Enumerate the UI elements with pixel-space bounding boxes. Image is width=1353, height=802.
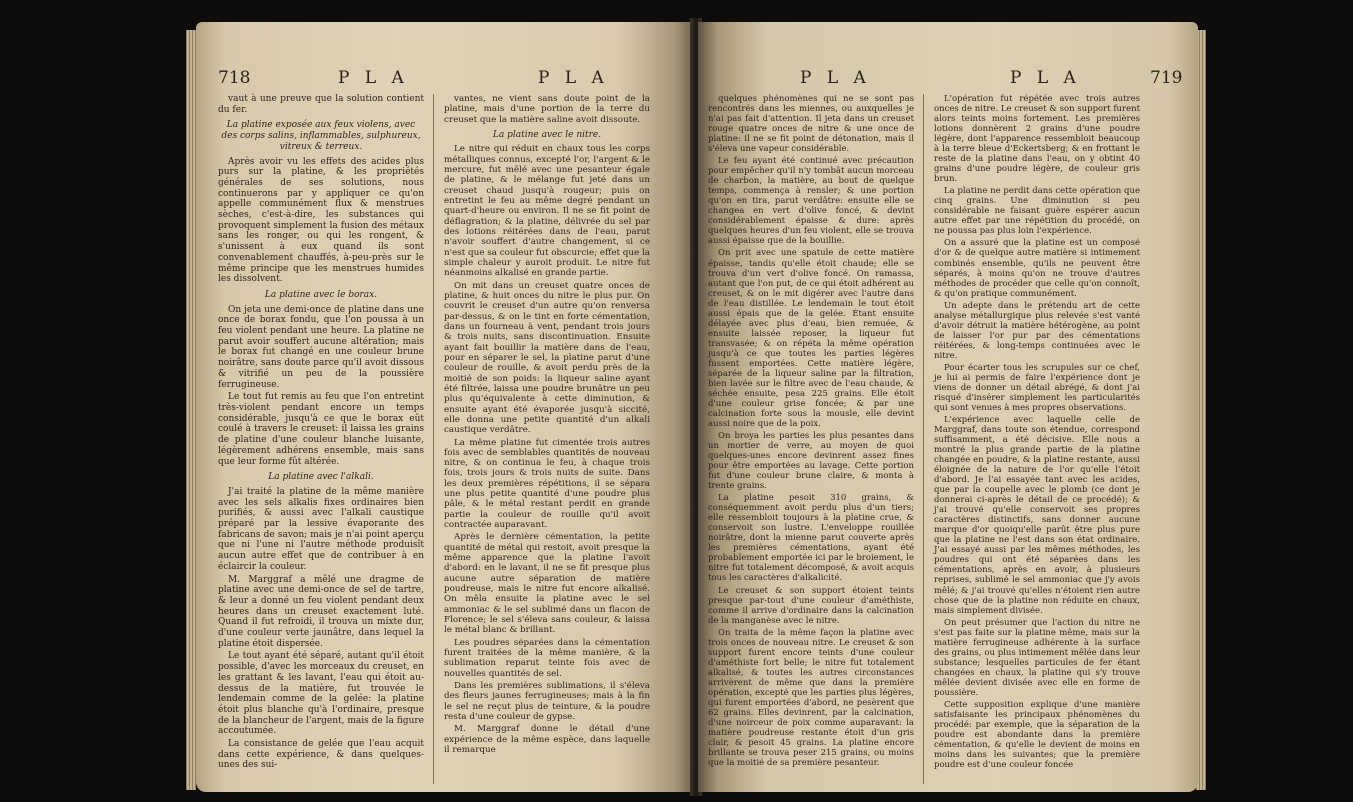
text-column-1 (218, 94, 424, 773)
column-rule (923, 94, 924, 784)
running-head: P L A (800, 68, 871, 88)
paragraph: Après avoir vu les effets des acides plus purs sur la platine, & les propriétés générales de ses solutions, nous continuerons par y appliquer ce qu'on appelle communément flux & menstrues sèches, c'est-à-dire, les substances qui provoquent simplement la fusion des métaux sans les ronger, ou qui les rongent, & s'unissent à eux quand ils sont convenablement chauffés, à-peu-près sur le même principe que les menstrues humides les dissolvent. (218, 156, 424, 285)
paragraph: Un adepte dans le prétendu art de cette analyse métallurgique plus relevée s'est vanté d'avoir détruit la matière hétérogène, au point de laisser l'or pur par des cémentations réitérées, & long-temps continuées avec le nitre. (934, 300, 1140, 361)
paragraph: La consistance de gelée que l'eau acquit dans cette expérience, & dans quelques-unes des sui- (218, 739, 424, 771)
running-head: P L A (1010, 68, 1081, 88)
column-rule (433, 94, 434, 784)
paragraph: La même platine fut cimentée trois autres fois avec de semblables quantités de nouveau nitre, & on continua le feu, à chaque trois fois, trois jours & trois nuits de suite. Dans les deux premières répétitions, il se sépara une plus petite quantité d'une poudre plus pâle, & le métal restant perdit en grande partie la couleur de rouille qu'il avoit contractée auparavant. (444, 437, 650, 531)
left-page (196, 22, 694, 792)
paragraph: M. Marggraf a mêlé une dragme de platine avec une demi-once de sel de tartre, & leur a donné un feu violent pendant deux heures dans un creuset exactement luté. Quand il fut refroidi, il trouva un mixte dur, d'une couleur verte jaunâtre, dans lequel la platine étoit dispersée. (218, 574, 424, 649)
text-column-4 (934, 94, 1140, 772)
paragraph: Dans les premières sublimations, il s'éleva des fleurs jaunes ferrugineuses; mais à la fin le sel ne reçut plus de teinture, & la poudre resta d'une couleur de gypse. (444, 681, 650, 723)
paragraph: Le creuset & son support étoient teints presque par-tout d'une couleur d'améthiste, comme il arrive d'ordinaire dans la calcination de la manganèse avec le nitre. (708, 585, 914, 626)
paragraph: Le nitre qui réduit en chaux tous les corps métalliques connus, excepté l'or, l'argent & le mercure, fut mêlé avec une pesanteur égale de platine, & le mélange fut jeté dans un creuset chaud jusqu'à rougeur; puis on entretint le feu au même degré pendant un quart-d'heure ou environ. Il ne se fit point de déflagration; & la platine, délivrée du sel par des lotions réitérées dans de l'eau, parut n'avoir souffert d'autre changement, si ce n'est que sa couleur fut obscurcie; effet que la simple chaleur y auroit produit. Le nitre fut néanmoins alkalisé en grande partie. (444, 144, 651, 279)
paragraph: On jeta une demi-once de platine dans une once de borax fondu, que l'on poussa à un feu violent pendant une heure. La platine ne parut avoir souffert aucune altération; mais le borax fut changé en une couleur brune noirâtre, sans doute parce qu'il avoit dissous & vitrifié un peu de la poussière ferrugineuse. (218, 304, 424, 390)
paragraph: On traita de la même façon la platine avec trois onces de nouveau nitre. Le creuset & son support furent encore teints d'une couleur d'améthiste fort belle; le nitre fut totalement alkalisé, & toutes les autres circonstances arrivèrent de même que dans la première opération, excepté que les parties plus légères, qui furent emportées d'abord, ne pesèrent que 62 grains. Elles devinrent, par la calcination, d'une noirceur de poix comme auparavant: la matière poudreuse restante étoit d'un gris clair, & pesoit 45 grains. La platine encore brillante se trouva peser 215 grains, ou moins que la moitié de sa première pesanteur. (708, 627, 914, 769)
page-number-left: 718 (218, 68, 251, 88)
paragraph: quelques phénomènes qui ne se sont pas rencontrés dans les miennes, ou auxquelles je n'ai pas fait d'attention. Il jeta dans un creuset rouge quatre onces de nitre & une once de platine: il ne se fit point de détonation, mais il s'éleva une vapeur considérable. (708, 94, 914, 155)
paragraph: vaut à une preuve que la solution contient du fer. (218, 94, 424, 115)
section-heading: La platine avec le nitre. (492, 129, 602, 140)
right-page-header (710, 68, 1190, 90)
paragraph: On mit dans un creuset quatre onces de platine, & huit onces du nitre le plus pur. On couvrit le creuset d'un autre qu'on renversa par-dessus, & on le tint en forte cémentation, dans un fourneau à vent, pendant trois jours & trois nuits, sans discontinuation. Ensuite ayant fait bouillir la matière dans de l'eau, pour en séparer le sel, la platine parut d'une couleur de rouille, & avoit perdu près de la moitié de son poids: la liqueur saline ayant été filtrée, laissa une poudre brunâtre un peu plus qu'équivalente à cette diminution, & ensuite ayant été évaporée jusqu'à siccité, elle donna une petite quantité d'un alkali caustique verdâtre. (444, 280, 650, 436)
paragraph: Le feu ayant été continué avec précaution pour empêcher qu'il n'y tombât aucun morceau de charbon, la matière, au bout de quelque temps, commença à rensler; & une portion qu'on en tira, parut verdâtre: ensuite elle se changea en vert d'olive foncé, & devint considérablement épaisse & dure: après quelques heures d'un feu violent, elle se trouva aussi épaisse que de la bouillie. (708, 156, 914, 247)
text-column-3 (708, 94, 914, 770)
paragraph: M. Marggraf donne le détail d'une expérience de la même espèce, dans laquelle il remarque (444, 724, 650, 756)
paragraph: Le tout fut remis au feu que l'on entretint très-violent pendant encore un temps considérable, jusqu'à ce que le borax eût coulé à travers le creuset: il laissa les grains de platine d'une couleur blanche luisante, légèrement adhérens ensemble, mais sans que leur forme fût altérée. (218, 392, 424, 467)
right-page (698, 22, 1198, 792)
section-heading: La platine avec l'alkali. (268, 472, 374, 483)
section-heading: La platine avec le borax. (264, 289, 378, 300)
paragraph: On broya les parties les plus pesantes dans un mortier de verre, au moyen de quoi quelques-unes encore devinrent assez fines pour être emportées au lavage. Cette portion fut d'une couleur brune claire, & monta à trente grains. (708, 431, 914, 492)
paragraph: La platine ne perdit dans cette opération que cinq grains. Une diminution si peu considérable ne faisant guère espérer aucun autre effet par une répétition du procédé, on ne poussa pas plus loin l'expérience. (934, 186, 1140, 237)
paragraph: Après le dernière cémentation, la petite quantité de métal qui restoit, avoit presque la même apparence que la platine l'avoit d'abord: en le lavant, il ne se fit presque plus aucune autre séparation de matière poudreuse, mais le nitre fut encore alkalisé. On mêla ensuite la platine avec le sel ammoniac & le sel sublimé dans un flacon de Florence; le sel s'éleva sans couleur, & laissa le métal blanc & brillant. (444, 532, 650, 636)
paragraph: Le tout ayant été séparé, autant qu'il étoit possible, d'avec les morceaux du creuset, en les grattant & les lavant, l'eau qui étoit au-dessus de la matière, fut trouvée le lendemain comme de la gelée: la platine étoit plus blanche qu'à l'ordinaire, presque de la blancheur de l'argent, mais de la figure accoutumée. (218, 651, 424, 737)
page-edges-left (186, 30, 196, 790)
paragraph: On peut présumer que l'action du nitre ne s'est pas faite sur la platine même, mais sur la matière ferrugineuse adhérente à la surface des grains, ou plus intimement mêlée dans leur substance; lesquelles particules de fer étant changées en chaux, la platine qui s'y trouve mêlée devient divisée avec elle en forme de poussière. (934, 617, 1140, 698)
section-heading: La platine exposée aux feux violens, avec des corps salins, inflammables, sulphureux, vitreux & terreux. (221, 120, 421, 152)
paragraph: On prit avec une spatule de cette matière épaisse, tandis qu'elle étoit chaude; elle se trouva d'un vert d'olive foncé. On ramassa, autant que l'on put, de ce qui étoit adhérent au creuset, & on le mit digérer avec l'autre dans de l'eau distillée. Le lendemain le tout étoit aussi épais que de la gelée. Étant ensuite délayée avec plus d'eau, bien remuée, & ensuite laissée reposer, la liqueur fut transvasée; & on répéta la même opération jusqu'à ce que toutes les parties légères fussent emportées. Cette matière légère, séparée de la liqueur saline par la filtration, bien lavée sur le filtre avec de l'eau chaude, & séchée ensuite, pesa 225 grains. Elle étoit d'une couleur grise foncée; & par une calcination forte sous la mousle, elle devint aussi noire que de la poix. (708, 248, 914, 429)
page-number-right: 719 (1150, 68, 1183, 88)
running-head: P L A (538, 68, 609, 88)
paragraph: J'ai traité la platine de la même manière avec les sels alkalis fixes ordinaires bien purifiés, & aussi avec l'alkali caustique préparé par la lessive évaporante des fabricans de savon; mais je n'ai point aperçu que ni l'une ni l'autre méthode produisît aucun autre effet que de contribuer à en éclaircir la couleur. (218, 486, 424, 572)
paragraph: On a assuré que la platine est un composé d'or & de quelque autre matière si intimement combinés ensemble, qu'ils ne peuvent être séparés, à moins qu'on ne trouve d'autres méthodes de procéder que celle qu'on connoît, & qu'on pratique communément. (934, 238, 1140, 299)
paragraph: La platine pesoit 310 grains, & conséquemment avoit perdu plus d'un tiers; elle ressembloit toujours à la platine crue, & conservoit son lustre. L'enveloppe rouillée noirâtre, dont la mienne parut couverte après les premières cémentations, ayant été probablement emportée ici par le broiement, le nitre fut totalement décomposé, & avoit acquis tous les caractères d'alkalicité. (708, 493, 914, 584)
paragraph: L'expérience avec laquelle celle de Marggraf, dans toute son étendue, correspond suffisamment, a été décisive. Elle nous a montré la plus grande partie de la platine changée en poudre, & la platine restante, aussi éloignée de la nature de l'or qu'elle l'étoit d'abord. Je l'ai essayée tant avec les acides, que par la coupelle avec le plomb (ce dont je donnerai ci-après le détail de ce procédé); & j'ai trouvé qu'elle conservoit ses propres caractères distinctifs, sans donner aucune marque d'or quoiqu'elle parût être plus pure que la platine ne l'est dans son état ordinaire. J'ai essayé aussi par les mêmes méthodes, les poudres qui ont été séparées dans les cémentations, après en avoir, à plusieurs reprises, sublimé le sel ammoniac que j'y avois mêlé; & j'ai trouvé qu'elles n'étoient rien autre chose que de la platine non réduite en chaux, mais simplement divisée. (934, 414, 1140, 616)
running-head: P L A (338, 68, 409, 88)
paragraph: Cette supposition explique d'une manière satisfaisante les principaux phénomènes du procédé: par exemple, que la séparation de la poudre est abondante dans la première cémentation, & qu'elle le devient de moins en moins dans les suivantes; que la première poudre est d'une couleur foncée (934, 699, 1140, 771)
left-page-header (218, 68, 694, 90)
paragraph: Les poudres séparées dans la cémentation furent traitées de la même manière, & la sublimation reparut teinte fois avec de nouvelles quantités de sel. (444, 637, 650, 679)
paragraph: L'opération fut répétée avec trois autres onces de nitre. Le creuset & son support furent alors teints moins fortement. Les premières lotions donnèrent 2 grains d'une poudre légère, dont l'apparence ressembloit beaucoup à la terre bleue d'Eckertsberg; & en frottant le reste de la platine dans l'eau, on y obtint 40 grains d'une poudre légère, de couleur gris brun. (934, 94, 1140, 185)
paragraph: Pour écarter tous les scrupules sur ce chef, je lui ai permis de faire l'expérience dont je viens de donner un détail abrégé, & dont j'ai risqué d'insérer simplement les particularités qui sont venues à mes propres observations. (934, 362, 1140, 413)
text-column-2 (444, 94, 650, 757)
paragraph: vantes, ne vient sans doute point de la platine, mais d'une portion de la terre du creuset que la matière saline avoit dissoute. (444, 94, 650, 125)
